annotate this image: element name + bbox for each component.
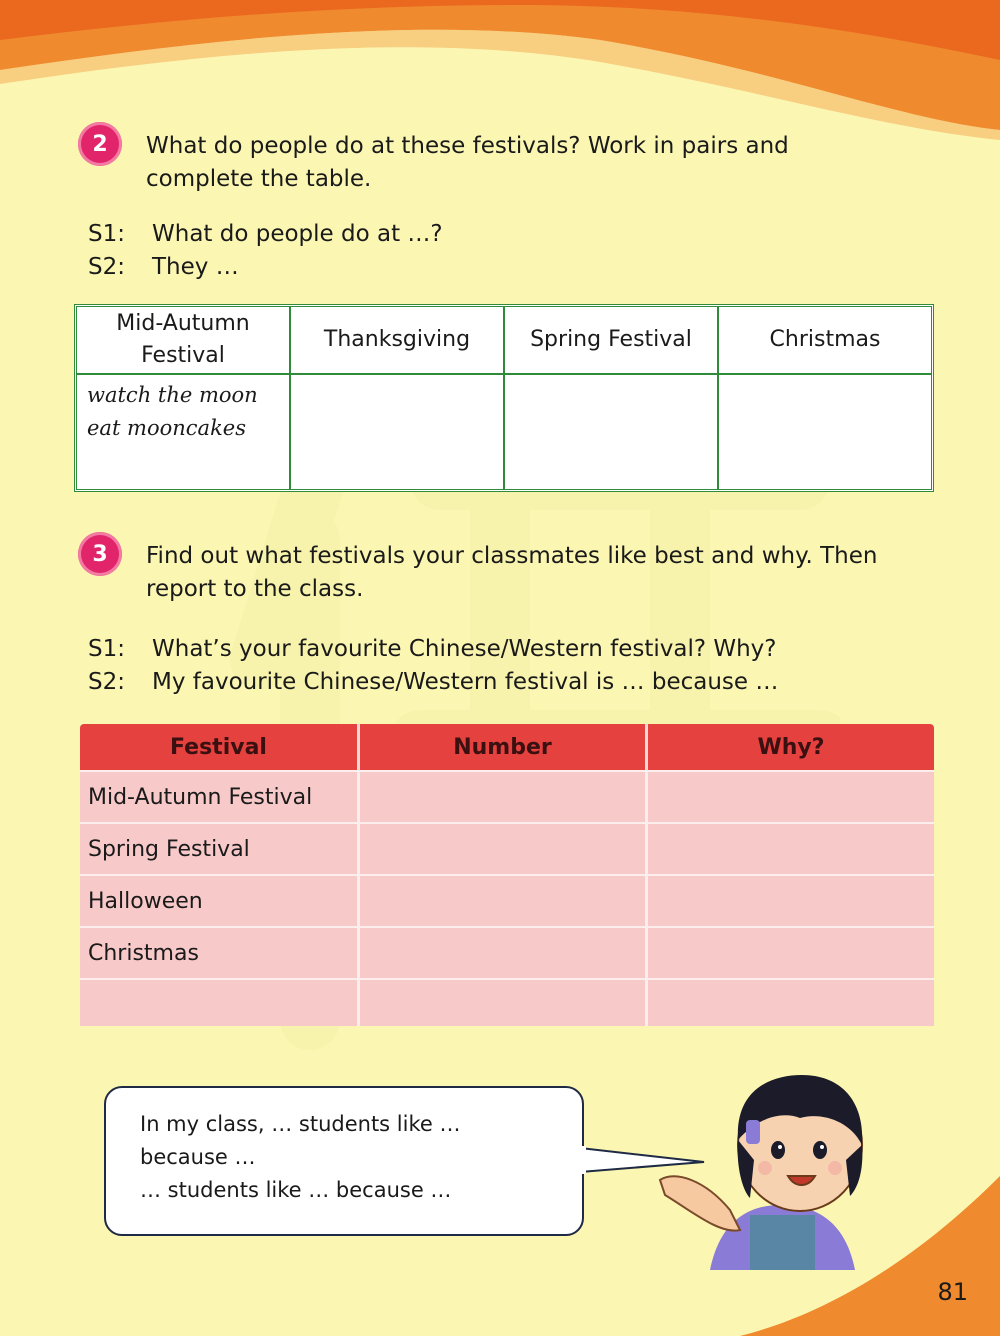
number-cell[interactable] [360, 980, 648, 1026]
table1-header-mid-autumn: Mid-Autumn Festival [77, 307, 291, 375]
number-cell[interactable] [360, 772, 648, 822]
table2-header-row [80, 724, 934, 770]
speaker-label: S2: [88, 254, 125, 280]
dialog-text: My favourite Chinese/Western festival is … because … [152, 669, 779, 695]
dialog-line-s2 [88, 666, 778, 699]
table2-header-why: Why? [757, 734, 825, 760]
speaker-label: S2: [88, 669, 125, 695]
number-cell[interactable] [360, 876, 648, 926]
festival-activities-table [74, 304, 934, 492]
speaker-label: S1: [88, 221, 125, 247]
activity-text: eat mooncakes [87, 416, 246, 440]
section-2-prompt [146, 130, 789, 196]
festival-name: Christmas [80, 928, 360, 978]
activity-text: watch the moon [87, 383, 258, 407]
bubble-line: In my class, … students like … [140, 1112, 461, 1136]
festival-name[interactable] [80, 980, 360, 1026]
table1-cell-christmas[interactable] [719, 375, 931, 489]
table-row [80, 926, 934, 978]
why-cell[interactable] [648, 824, 934, 874]
why-cell[interactable] [648, 980, 934, 1026]
festival-name: Spring Festival [80, 824, 360, 874]
table1-cell-spring-festival[interactable] [505, 375, 719, 489]
speech-bubble [104, 1086, 584, 1236]
section-3-prompt-line1: Find out what festivals your classmates like best and why. Then [146, 543, 878, 569]
favourite-festival-survey-table [80, 724, 934, 1026]
dialog-text: What do people do at …? [152, 221, 443, 247]
table1-cell-thanksgiving[interactable] [291, 375, 505, 489]
section-3-badge: 3 [78, 532, 122, 576]
table-row [80, 770, 934, 822]
number-cell[interactable] [360, 928, 648, 978]
table-row [80, 822, 934, 874]
dialog-line-s2 [88, 251, 239, 284]
section-2-prompt-line2: complete the table. [146, 166, 372, 192]
girl-illustration [650, 1070, 880, 1270]
section-2-prompt-line1: What do people do at these festivals? Work in pairs and [146, 133, 789, 159]
section-3-prompt [146, 540, 877, 606]
why-cell[interactable] [648, 928, 934, 978]
top-orange-band [0, 0, 1000, 140]
dialog-text: They … [152, 254, 239, 280]
table1-cell-mid-autumn[interactable] [77, 375, 291, 489]
page-number: 81 [937, 1278, 968, 1306]
table1-header-christmas: Christmas [719, 307, 931, 375]
bubble-line: … students like … because … [140, 1178, 452, 1202]
table-row [80, 874, 934, 926]
dialog-line-s1 [88, 633, 777, 666]
table-row [80, 978, 934, 1026]
number-cell[interactable] [360, 824, 648, 874]
why-cell[interactable] [648, 876, 934, 926]
speaker-label: S1: [88, 636, 125, 662]
why-cell[interactable] [648, 772, 934, 822]
table2-header-festival: Festival [80, 724, 360, 770]
bubble-line: because … [140, 1145, 256, 1169]
section-3-prompt-line2: report to the class. [146, 576, 364, 602]
festival-name: Halloween [80, 876, 360, 926]
table1-header-thanksgiving: Thanksgiving [291, 307, 505, 375]
dialog-text: What’s your favourite Chinese/Western festival? Why? [152, 636, 777, 662]
table2-header-number: Number [360, 724, 648, 770]
table1-header-spring-festival: Spring Festival [505, 307, 719, 375]
festival-name: Mid-Autumn Festival [80, 772, 360, 822]
section-2-badge: 2 [78, 122, 122, 166]
dialog-line-s1 [88, 218, 443, 251]
